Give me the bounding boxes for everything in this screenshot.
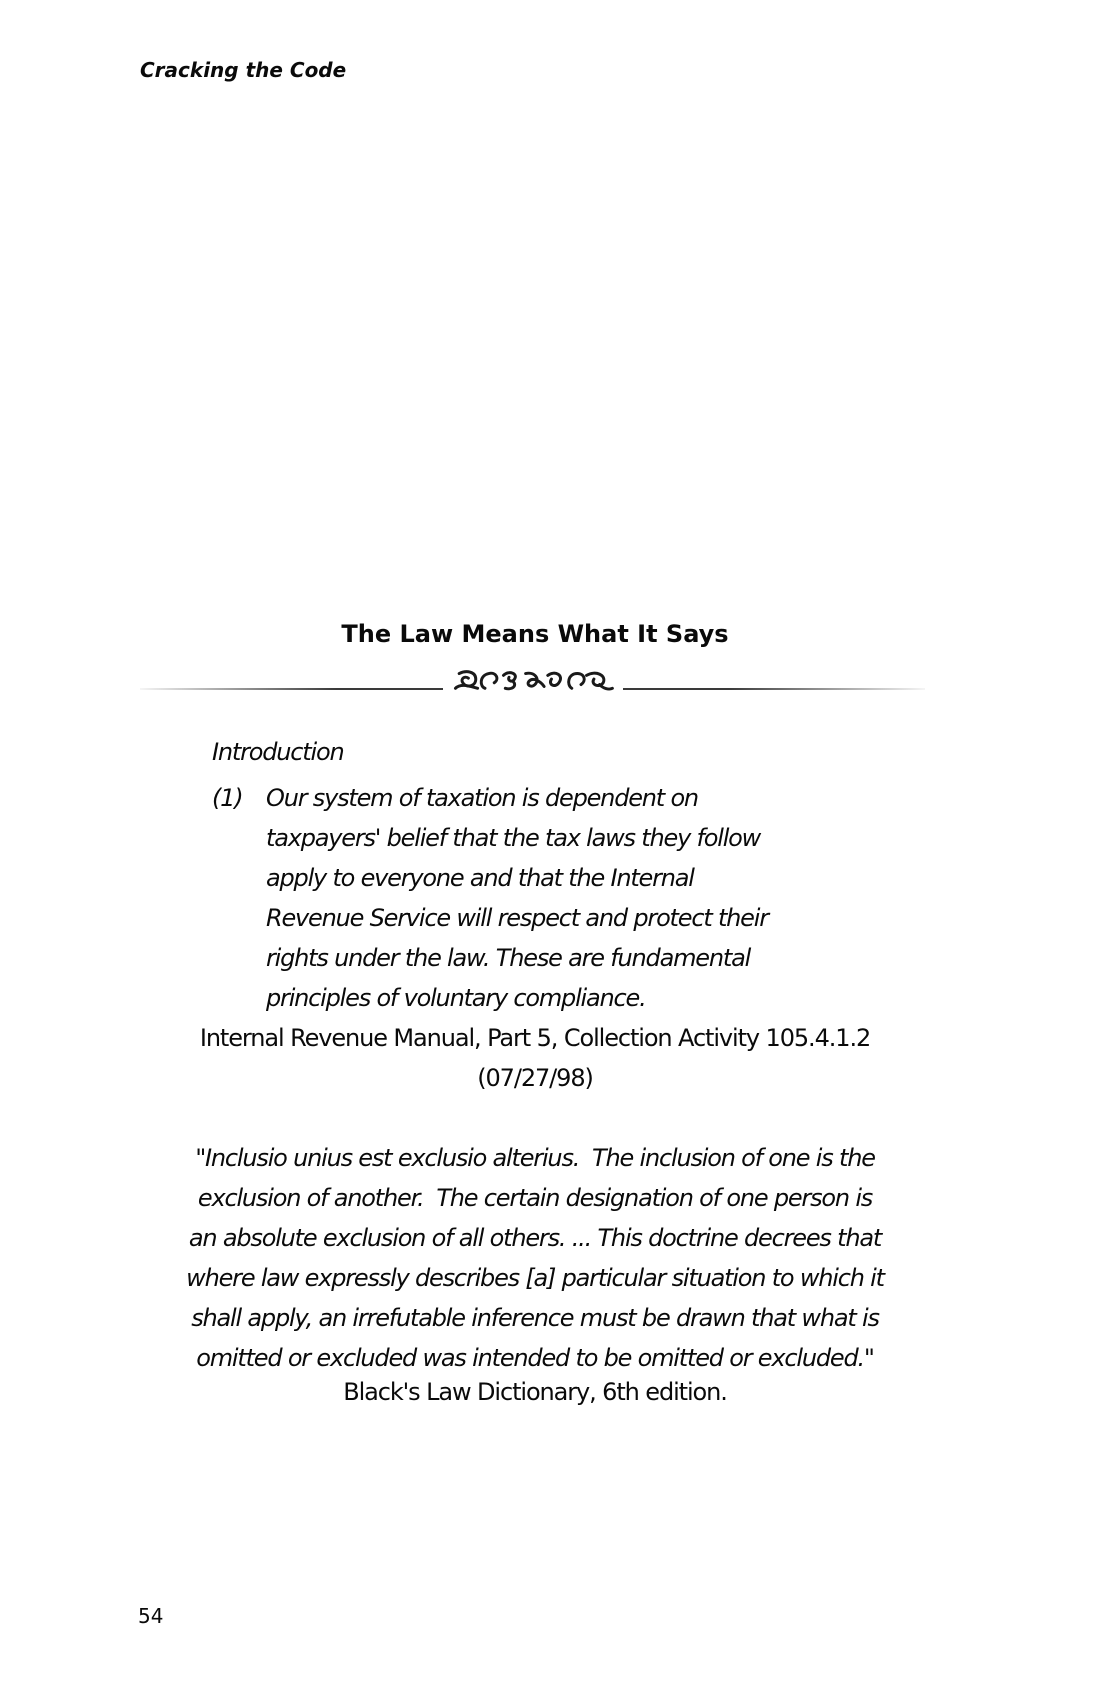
item-line: apply to everyone and that the Internal xyxy=(266,864,694,892)
quote-line: where law expressly describes [a] particular situation to which it xyxy=(186,1264,884,1292)
quote-line: omitted or excluded was intended to be omitted or excluded." xyxy=(196,1344,874,1372)
item-line: taxpayers' belief that the tax laws they follow xyxy=(266,824,761,852)
quote-line: exclusion of another. The certain designation of one person is xyxy=(197,1184,873,1212)
page-number: 54 xyxy=(138,1604,164,1628)
quote-line: shall apply, an irrefutable inference must be drawn that what is xyxy=(191,1304,879,1332)
item-line: Our system of taxation is dependent on xyxy=(266,784,698,812)
title-divider xyxy=(140,668,925,698)
chapter-title: The Law Means What It Says xyxy=(341,620,729,648)
item-marker: (1) xyxy=(212,784,243,812)
item-line: rights under the law. These are fundamental xyxy=(266,944,751,972)
epigraph-citation xyxy=(0,1018,1070,1098)
flourish-ornament-icon xyxy=(443,668,623,692)
quote-source: Black's Law Dictionary, 6th edition. xyxy=(343,1378,727,1406)
epigraph-heading: Introduction xyxy=(212,738,344,766)
item-line: Revenue Service will respect and protect their xyxy=(266,904,768,932)
item-line: principles of voluntary compliance. xyxy=(266,984,646,1012)
running-head: Cracking the Code xyxy=(140,58,347,82)
quote-line: an absolute exclusion of all others. ... This doctrine decrees that xyxy=(188,1224,882,1252)
item-text xyxy=(266,778,866,1018)
quote-line: "Inclusio unius est exclusio alterius. The inclusion of one is the xyxy=(195,1144,875,1172)
legal-maxim-quote xyxy=(0,1138,1070,1378)
citation-line: Internal Revenue Manual, Part 5, Collection Activity 105.4.1.2 xyxy=(199,1024,871,1052)
citation-line: (07/27/98) xyxy=(477,1064,593,1092)
